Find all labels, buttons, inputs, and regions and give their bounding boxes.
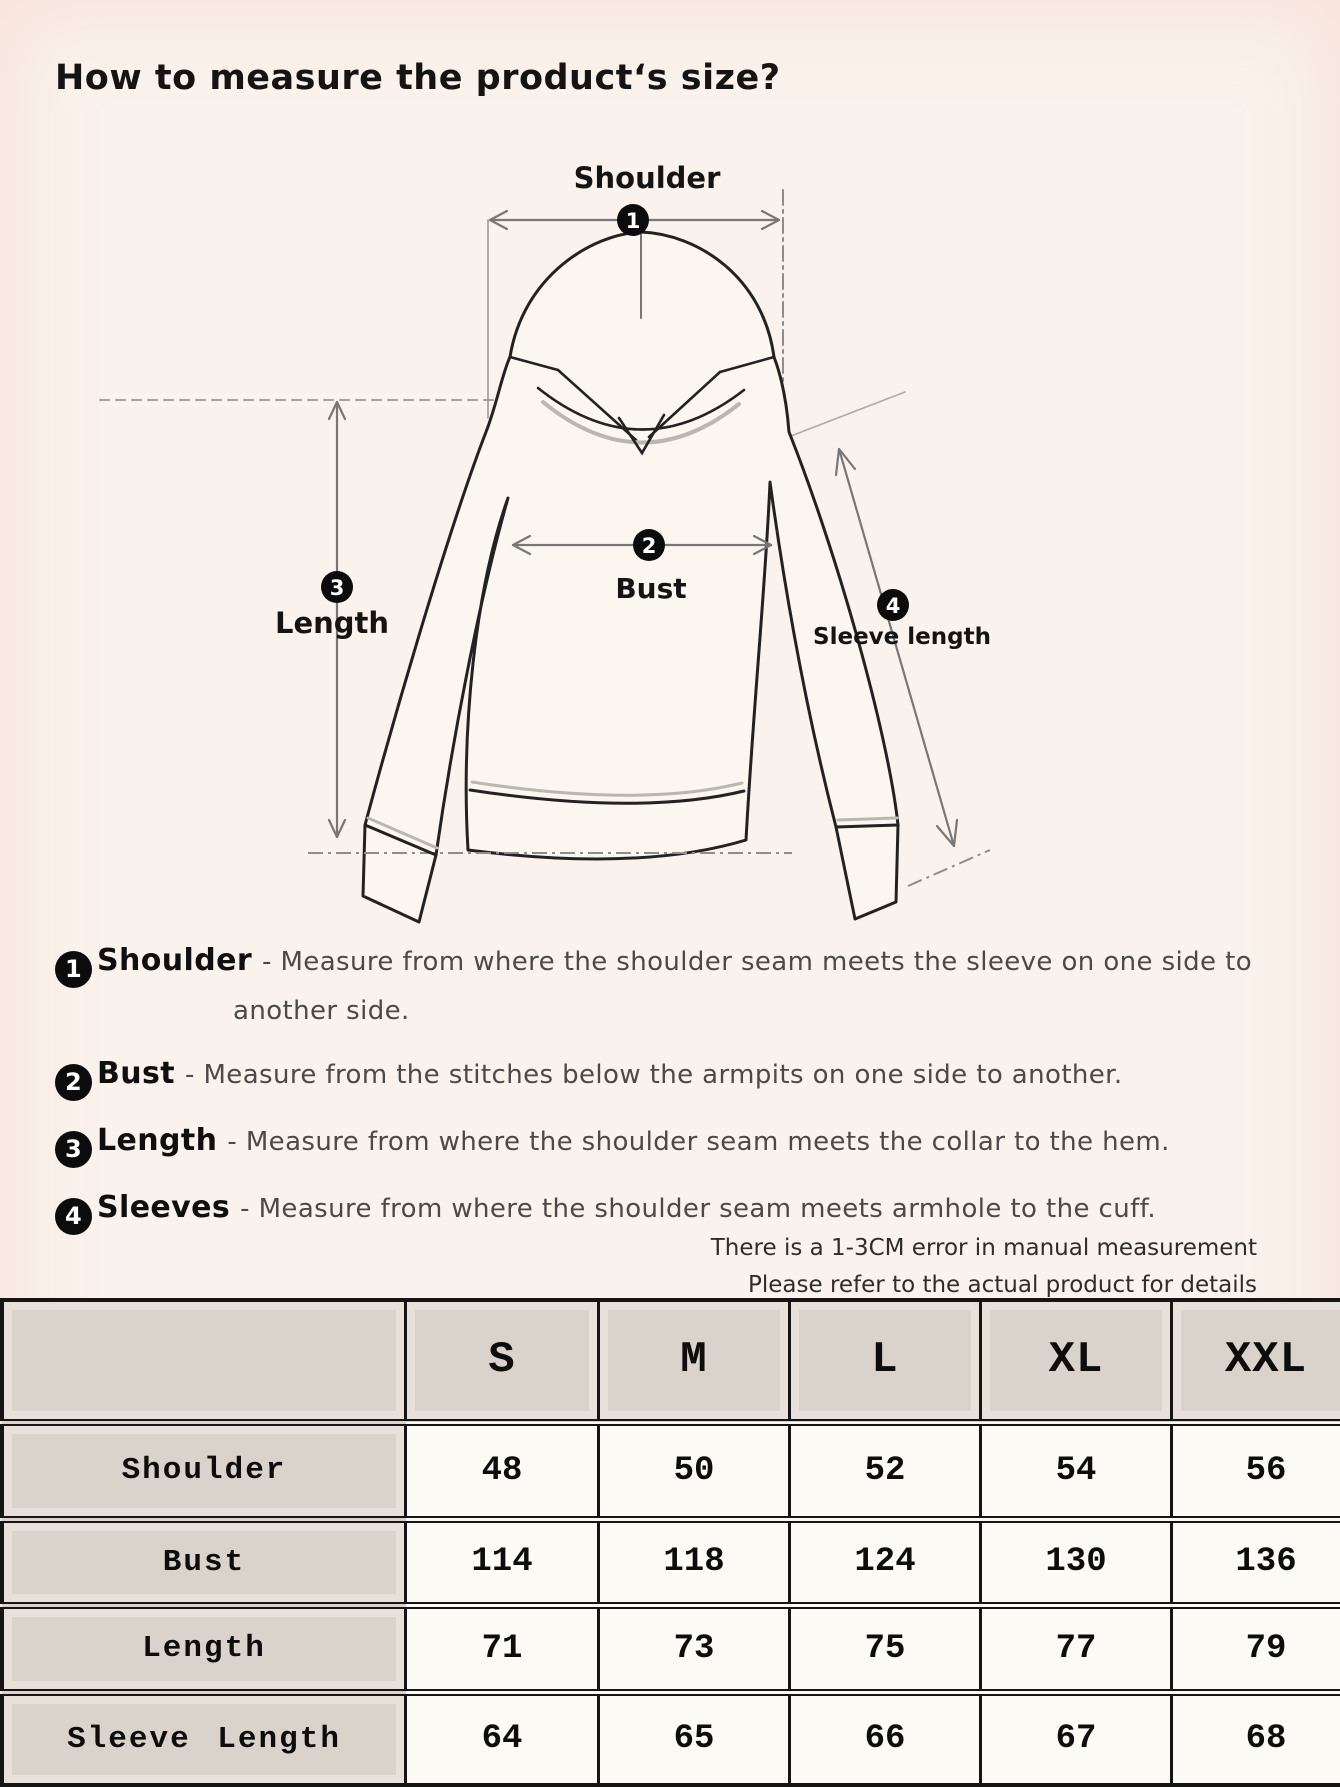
note-line-1: There is a 1-3CM error in manual measurement [710, 1235, 1257, 1261]
size-col-header-s: S [406, 1300, 599, 1422]
size-col-header-m: M [599, 1300, 790, 1422]
length-label: Length [274, 606, 390, 640]
size-value-cell: 73 [599, 1605, 790, 1692]
instruction-bust [55, 1051, 1310, 1101]
size-value-cell: 130 [981, 1519, 1172, 1605]
instruction-sleeves [55, 1185, 1310, 1235]
badge-1-num: 1 [625, 209, 641, 233]
table-row-bust [2, 1519, 1340, 1605]
size-value-cell: 77 [981, 1605, 1172, 1692]
badge-4-num: 4 [885, 594, 901, 618]
shoulder-label: Shoulder [573, 161, 721, 195]
size-chart [0, 1298, 1340, 1787]
size-value-cell: 118 [599, 1519, 790, 1605]
size-value-cell: 114 [406, 1519, 599, 1605]
instruction-term: Shoulder [97, 943, 253, 978]
instruction-term: Sleeves [97, 1190, 231, 1225]
page-title: How to measure the product‘s size? [55, 58, 781, 98]
sleeve-label: Sleeve length [813, 624, 991, 650]
size-value-cell: 64 [406, 1692, 599, 1785]
measurement-note [711, 1230, 1257, 1304]
size-value-cell: 65 [599, 1692, 790, 1785]
table-row-sleeve-length [2, 1692, 1340, 1785]
note-line-2: Please refer to the actual product for details [748, 1272, 1257, 1298]
size-col-header-xxl: XXL [1172, 1300, 1340, 1422]
size-value-cell: 54 [981, 1422, 1172, 1519]
size-table [0, 1298, 1340, 1787]
size-value-cell: 124 [790, 1519, 981, 1605]
row-label: Length [2, 1605, 406, 1692]
step-3-badge: 3 [55, 1131, 92, 1168]
shoulder-marker [574, 161, 721, 236]
instruction-length [55, 1118, 1310, 1168]
instruction-text: - Measure from where the shoulder seam meets armhole to the cuff. [240, 1194, 1156, 1224]
size-col-header-xl: XL [981, 1300, 1172, 1422]
step-4-badge: 4 [55, 1198, 92, 1235]
size-value-cell: 52 [790, 1422, 981, 1519]
badge-3-num: 3 [329, 576, 345, 600]
size-value-cell: 67 [981, 1692, 1172, 1785]
badge-2-num: 2 [641, 534, 657, 558]
row-label: Bust [2, 1519, 406, 1605]
step-1-badge: 1 [55, 951, 92, 988]
size-value-cell: 50 [599, 1422, 790, 1519]
instruction-text: - Measure from where the shoulder seam meets the sleeve on one side to another side. [233, 947, 1253, 1026]
size-value-cell: 56 [1172, 1422, 1340, 1519]
instruction-text: - Measure from where the shoulder seam meets the collar to the hem. [227, 1127, 1170, 1157]
length-marker [275, 571, 389, 640]
hoodie-diagram-svg [0, 150, 1340, 960]
size-value-cell: 68 [1172, 1692, 1340, 1785]
instruction-text: - Measure from the stitches below the armpits on one side to another. [185, 1060, 1123, 1090]
bust-label: Bust [615, 572, 687, 605]
instruction-term: Length [97, 1123, 218, 1158]
size-value-cell: 71 [406, 1605, 599, 1692]
size-value-cell: 66 [790, 1692, 981, 1785]
row-label: Sleeve Length [2, 1692, 406, 1785]
table-row-shoulder [2, 1422, 1340, 1519]
corner-cell [2, 1300, 406, 1422]
table-row-length [2, 1605, 1340, 1692]
hoodie-measurement-diagram [0, 150, 1340, 960]
instruction-list [55, 938, 1310, 1252]
size-value-cell: 79 [1172, 1605, 1340, 1692]
instruction-shoulder [55, 938, 1310, 1034]
size-col-header-l: L [790, 1300, 981, 1422]
size-value-cell: 75 [790, 1605, 981, 1692]
instruction-term: Bust [97, 1056, 176, 1091]
row-label: Shoulder [2, 1422, 406, 1519]
step-2-badge: 2 [55, 1064, 92, 1101]
size-value-cell: 136 [1172, 1519, 1340, 1605]
size-table-header-row [2, 1300, 1340, 1422]
size-value-cell: 48 [406, 1422, 599, 1519]
